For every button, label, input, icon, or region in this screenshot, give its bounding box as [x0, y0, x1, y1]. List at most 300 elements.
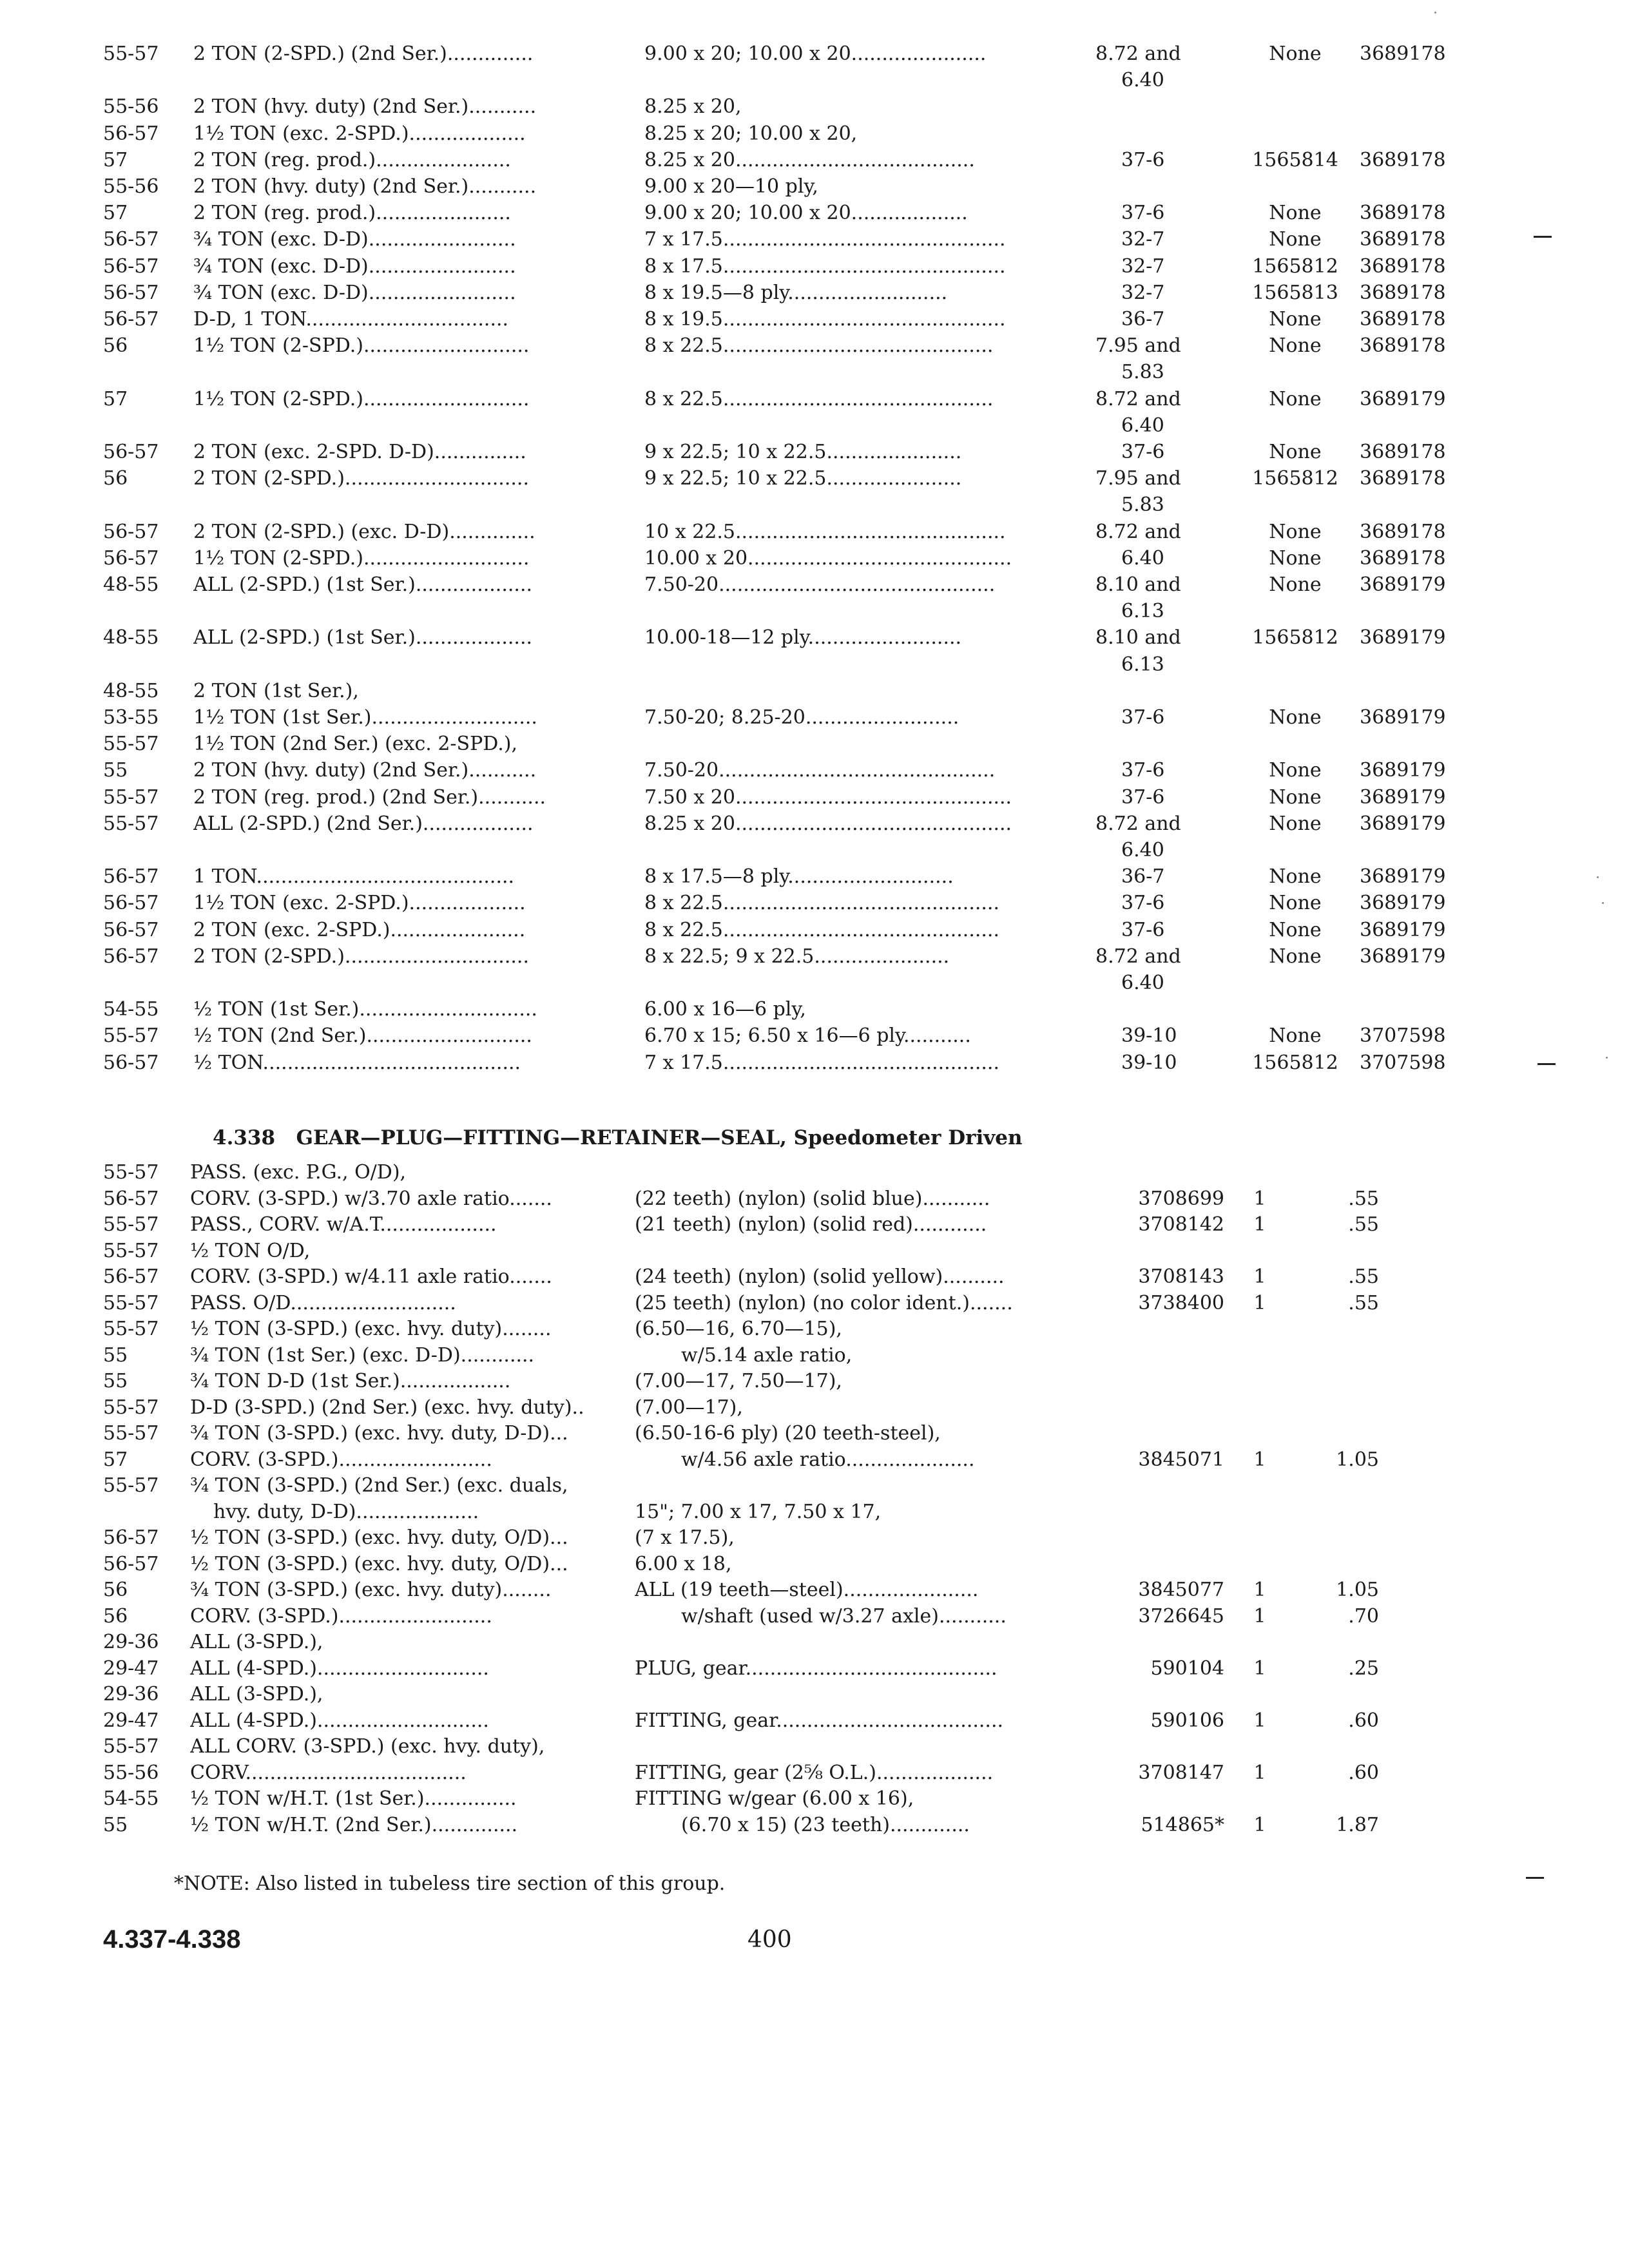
cell-ratio: 37-6	[1121, 202, 1165, 225]
cell-year: 55-57	[103, 733, 159, 756]
table-row	[0, 1577, 1629, 1603]
cell-model: ALL (2-SPD.) (1st Ser.)...................	[193, 626, 533, 649]
cell-model: ALL (2-SPD.) (1st Ser.)...................	[193, 573, 533, 596]
cell-p2: 3689178	[1360, 255, 1446, 278]
cell-p2: 3689179	[1360, 387, 1446, 410]
cell-ratio: 37-6	[1121, 441, 1165, 463]
cell-p1: 1565812	[1252, 255, 1338, 278]
cell-desc: (7.00—17),	[635, 1396, 743, 1419]
cell-tire: 8 x 22.5; 9 x 22.5......................	[644, 945, 950, 968]
cell-part: 3708699	[1138, 1187, 1224, 1210]
cell-model: 1½ TON (2nd Ser.) (exc. 2-SPD.),	[193, 733, 518, 756]
table-row	[0, 546, 1629, 572]
table-row	[0, 572, 1629, 598]
cell-price: .55	[1348, 1291, 1379, 1314]
cell-part: 3708142	[1138, 1213, 1224, 1236]
cell-model: 1½ TON (1st Ser.)...........................	[193, 706, 537, 729]
cell-model: 2 TON (1st Ser.),	[193, 679, 359, 702]
cell-part: 3708143	[1138, 1265, 1224, 1288]
cell-year: 55	[103, 759, 128, 782]
cell-model: ½ TON (2nd Ser.)...........................	[193, 1024, 532, 1048]
cell-qty: 1	[1253, 1813, 1266, 1836]
cell-p2: 3689179	[1360, 706, 1446, 729]
cell-p2: 3689178	[1360, 202, 1446, 225]
cell-desc: FITTING, gear (2⅝ O.L.)...................	[635, 1761, 994, 1784]
cell-p2: 3689178	[1360, 43, 1446, 65]
cell-ratio: 5.83	[1121, 494, 1164, 517]
cell-model: 2 TON (hvy. duty) (2nd Ser.)...........	[193, 759, 537, 782]
cell-year: 55-57	[103, 1161, 159, 1184]
cell-p2: 3707598	[1360, 1051, 1446, 1074]
cell-tire: 8 x 17.5—8 ply...........................	[644, 865, 954, 889]
table-row	[0, 811, 1629, 837]
cell-year: 29-47	[103, 1709, 159, 1732]
cell-tire: 9 x 22.5; 10 x 22.5......................	[644, 441, 962, 463]
cell-p1: None	[1269, 865, 1322, 889]
cell-p1: None	[1269, 387, 1322, 410]
cell-p2: 3689178	[1360, 281, 1446, 304]
cell-model: 2 TON (exc. 2-SPD. D-D)...............	[193, 441, 526, 463]
table-row	[0, 1238, 1629, 1264]
cell-p1: None	[1269, 334, 1322, 358]
cell-ratio: 32-7	[1121, 281, 1165, 304]
cell-ratio: 6.40	[1121, 546, 1164, 570]
cell-ratio: 39-10	[1121, 1024, 1177, 1048]
cell-ratio: 7.95 and	[1095, 467, 1181, 490]
cell-year: 55-57	[103, 1735, 159, 1758]
cell-model: CORV. (3-SPD.) w/4.11 axle ratio.......	[190, 1265, 552, 1288]
cell-model: ¾ TON (exc. D-D)........................	[193, 281, 516, 304]
cell-qty: 1	[1253, 1213, 1266, 1236]
cell-model: ¾ TON (exc. D-D)........................	[193, 255, 516, 278]
cell-tire: 8 x 22.5.............................................	[644, 918, 1000, 941]
cell-model: 1½ TON (2-SPD.)...........................	[193, 546, 530, 570]
cell-qty: 1	[1253, 1709, 1266, 1732]
table-row	[0, 705, 1629, 731]
table-row	[0, 997, 1629, 1023]
table-row	[0, 280, 1629, 306]
table-row	[0, 148, 1629, 173]
table-row	[0, 1395, 1629, 1421]
cell-ratio: 39-10	[1121, 1051, 1177, 1074]
cell-desc: w/4.56 axle ratio.....................	[681, 1448, 975, 1471]
cell-p2: 3689178	[1360, 467, 1446, 490]
cell-ratio: 8.72 and	[1095, 945, 1181, 968]
cell-year: 55-57	[103, 1318, 159, 1340]
cell-model: CORV. (3-SPD.) w/3.70 axle ratio.......	[190, 1187, 552, 1210]
table-row	[0, 1473, 1629, 1499]
cell-year: 57	[103, 148, 128, 171]
cell-p1: 1565814	[1252, 148, 1338, 171]
cell-model: PASS. O/D...........................	[190, 1291, 456, 1314]
cell-p1: None	[1269, 759, 1322, 782]
cell-price: 1.87	[1336, 1813, 1379, 1836]
cell-p2: 3707598	[1360, 1024, 1446, 1048]
scan-speck	[1602, 902, 1604, 904]
cell-tire: 10 x 22.5............................................	[644, 520, 1006, 543]
cell-qty: 1	[1253, 1657, 1266, 1680]
cell-model: 2 TON (2-SPD.)..............................	[193, 945, 529, 968]
cell-year: 56	[103, 334, 128, 358]
cell-ratio: 36-7	[1121, 308, 1165, 331]
table-row	[0, 1421, 1629, 1446]
cell-model: ½ TON (3-SPD.) (exc. hvy. duty)........	[190, 1318, 552, 1340]
table-row	[0, 1264, 1629, 1290]
table-row	[0, 1050, 1629, 1076]
cell-model: PASS., CORV. w/A.T...................	[190, 1213, 497, 1236]
cell-ratio: 37-6	[1121, 892, 1165, 915]
cell-price: 1.05	[1336, 1579, 1379, 1601]
cell-year: 56-57	[103, 865, 159, 889]
cell-model: CORV....................................	[190, 1761, 467, 1784]
cell-tire: 8.25 x 20.......................................	[644, 148, 975, 171]
cell-year: 54-55	[103, 998, 159, 1021]
cell-desc: (25 teeth) (nylon) (no color ident.).......	[635, 1291, 1013, 1314]
section-subtitle: Speedometer Driven	[793, 1126, 1023, 1149]
cell-ratio: 8.72 and	[1095, 43, 1181, 65]
cell-p2: 3689178	[1360, 441, 1446, 463]
cell-price: .60	[1348, 1761, 1379, 1784]
cell-desc: (7.00—17, 7.50—17),	[635, 1370, 842, 1392]
cell-part: 590104	[1150, 1657, 1224, 1680]
cell-tire: 9 x 22.5; 10 x 22.5......................	[644, 467, 962, 490]
cell-year: 55-57	[103, 1474, 159, 1497]
table-row	[0, 1656, 1629, 1682]
cell-part: 590106	[1150, 1709, 1224, 1732]
cell-desc: (24 teeth) (nylon) (solid yellow)..........	[635, 1265, 1005, 1288]
cell-tire: 8 x 17.5..............................................	[644, 255, 1006, 278]
cell-ratio: 6.13	[1121, 600, 1164, 623]
cell-ratio: 6.13	[1121, 653, 1164, 676]
cell-p2: 3689178	[1360, 520, 1446, 543]
scan-speck	[1597, 876, 1599, 878]
cell-tire: 8 x 22.5.............................................	[644, 892, 1000, 915]
cell-year: 55-56	[103, 175, 159, 198]
cell-ratio: 7.95 and	[1095, 334, 1181, 358]
table-row	[0, 1291, 1629, 1316]
cell-model: ¾ TON (3-SPD.) (exc. hvy. duty, D-D)...	[190, 1422, 568, 1445]
cell-price: .25	[1348, 1657, 1379, 1680]
cell-tire: 8.25 x 20; 10.00 x 20,	[644, 122, 858, 145]
table-row	[0, 94, 1629, 120]
cell-year: 56	[103, 1604, 128, 1628]
cell-year: 56-57	[103, 1051, 159, 1074]
cell-p1: None	[1269, 573, 1322, 596]
cell-model: D-D (3-SPD.) (2nd Ser.) (exc. hvy. duty)..	[190, 1396, 584, 1419]
cell-year: 53-55	[103, 706, 159, 729]
cell-p2: 3689179	[1360, 918, 1446, 941]
cell-year: 56-57	[103, 255, 159, 278]
table-row	[0, 1499, 1629, 1525]
cell-price: 1.05	[1336, 1448, 1379, 1471]
cell-year: 48-55	[103, 573, 159, 596]
cell-part: 3708147	[1138, 1761, 1224, 1784]
cell-ratio: 8.72 and	[1095, 520, 1181, 543]
cell-ratio: 5.83	[1121, 361, 1164, 384]
cell-year: 56-57	[103, 945, 159, 968]
cell-ratio: 8.72 and	[1095, 812, 1181, 835]
cell-year: 56-57	[103, 520, 159, 543]
cell-model: ¾ TON (1st Ser.) (exc. D-D)............	[190, 1343, 535, 1367]
margin-mark	[1537, 1063, 1556, 1065]
table-row	[0, 758, 1629, 783]
cell-p2: 3689178	[1360, 546, 1446, 570]
cell-model: ALL (3-SPD.),	[190, 1683, 323, 1706]
cell-year: 48-55	[103, 679, 159, 702]
cell-year: 56-57	[103, 892, 159, 915]
cell-year: 56-57	[103, 228, 159, 251]
table-row	[0, 1682, 1629, 1707]
cell-tire: 7 x 17.5.............................................	[644, 1051, 1000, 1074]
cell-model: 1 TON..........................................	[193, 865, 515, 889]
cell-price: .60	[1348, 1709, 1379, 1732]
cell-desc: FITTING w/gear (6.00 x 16),	[635, 1787, 914, 1810]
cell-year: 57	[103, 202, 128, 225]
cell-ratio: 6.40	[1121, 414, 1164, 437]
cell-year: 56	[103, 467, 128, 490]
cell-tire: 8 x 19.5..............................................	[644, 308, 1006, 331]
cell-p1: None	[1269, 520, 1322, 543]
cell-part: 3845077	[1138, 1579, 1224, 1601]
cell-model: ¾ TON (exc. D-D)........................	[193, 228, 516, 251]
cell-ratio: 37-6	[1121, 706, 1165, 729]
cell-desc: (6.50—16, 6.70—15),	[635, 1318, 842, 1340]
cell-qty: 1	[1253, 1291, 1266, 1314]
cell-ratio: 6.40	[1121, 69, 1164, 92]
section-range: 4.337-4.338	[103, 1925, 241, 1954]
table-row	[0, 1160, 1629, 1186]
table-row	[0, 1734, 1629, 1760]
scan-speck	[1434, 12, 1436, 14]
cell-model: 2 TON (reg. prod.)......................	[193, 202, 511, 225]
page-number: 400	[747, 1927, 792, 1953]
table-row	[0, 307, 1629, 332]
cell-model: hvy. duty, D-D)....................	[213, 1500, 479, 1523]
cell-p1: 1565813	[1252, 281, 1338, 304]
table-row	[0, 678, 1629, 704]
cell-p1: None	[1269, 228, 1322, 251]
cell-year: 57	[103, 1448, 128, 1471]
cell-model: 1½ TON (exc. 2-SPD.)...................	[193, 122, 526, 145]
cell-model: ½ TON..........................................	[193, 1051, 521, 1074]
cell-model: 2 TON (2-SPD.)..............................	[193, 467, 529, 490]
table-row	[0, 785, 1629, 811]
table-row	[0, 519, 1629, 545]
cell-year: 55	[103, 1813, 128, 1836]
cell-p1: None	[1269, 1024, 1322, 1048]
cell-p1: None	[1269, 785, 1322, 809]
cell-desc: (6.70 x 15) (23 teeth).............	[681, 1813, 970, 1836]
cell-model: ALL CORV. (3-SPD.) (exc. hvy. duty),	[190, 1735, 545, 1758]
cell-p2: 3689179	[1360, 812, 1446, 835]
cell-model: ¾ TON (3-SPD.) (exc. hvy. duty)........	[190, 1579, 552, 1601]
cell-tire: 10.00 x 20...........................................	[644, 546, 1012, 570]
cell-year: 56-57	[103, 546, 159, 570]
cell-desc: PLUG, gear.........................................	[635, 1657, 998, 1680]
cell-p2: 3689178	[1360, 148, 1446, 171]
cell-price: .55	[1348, 1213, 1379, 1236]
cell-desc: 6.00 x 18,	[635, 1552, 732, 1575]
cell-p1: None	[1269, 43, 1322, 65]
cell-ratio: 32-7	[1121, 228, 1165, 251]
cell-model: 1½ TON (exc. 2-SPD.)...................	[193, 892, 526, 915]
cell-year: 55-57	[103, 43, 159, 65]
cell-model: ¾ TON (3-SPD.) (2nd Ser.) (exc. duals,	[190, 1474, 568, 1497]
cell-model: ½ TON O/D,	[190, 1239, 311, 1262]
cell-model: 2 TON (2-SPD.) (2nd Ser.)..............	[193, 43, 534, 65]
table-row	[0, 1447, 1629, 1473]
cell-desc: (7 x 17.5),	[635, 1526, 735, 1549]
cell-qty: 1	[1253, 1448, 1266, 1471]
cell-tire: 9.00 x 20; 10.00 x 20...................	[644, 202, 968, 225]
cell-ratio: 8.72 and	[1095, 387, 1181, 410]
cell-ratio: 36-7	[1121, 865, 1165, 889]
table-row	[0, 413, 1629, 439]
cell-qty: 1	[1253, 1604, 1266, 1628]
cell-qty: 1	[1253, 1761, 1266, 1784]
cell-ratio: 37-6	[1121, 759, 1165, 782]
cell-ratio: 32-7	[1121, 255, 1165, 278]
table-row	[0, 838, 1629, 863]
table-row	[0, 1186, 1629, 1212]
cell-desc: (6.50-16-6 ply) (20 teeth-steel),	[635, 1422, 941, 1445]
table-row	[0, 599, 1629, 624]
cell-tire: 8 x 19.5—8 ply..........................	[644, 281, 948, 304]
margin-mark	[1534, 236, 1552, 238]
cell-tire: 7.50-20.............................................	[644, 759, 996, 782]
cell-model: ½ TON (3-SPD.) (exc. hvy. duty, O/D)...	[190, 1526, 568, 1549]
table-row	[0, 1369, 1629, 1394]
cell-p1: None	[1269, 441, 1322, 463]
table-row	[0, 1552, 1629, 1577]
margin-mark	[1526, 1877, 1544, 1879]
cell-tire: 7.50-20; 8.25-20.........................	[644, 706, 959, 729]
cell-p1: None	[1269, 202, 1322, 225]
cell-year: 55-57	[103, 1396, 159, 1419]
cell-tire: 10.00-18—12 ply.........................	[644, 626, 962, 649]
cell-model: 2 TON (exc. 2-SPD.)......................	[193, 918, 526, 941]
cell-part: 3726645	[1138, 1604, 1224, 1628]
table-row	[0, 1023, 1629, 1049]
cell-year: 55-57	[103, 1239, 159, 1262]
table-row	[0, 1604, 1629, 1629]
cell-year: 29-36	[103, 1683, 159, 1706]
cell-year: 56-57	[103, 1526, 159, 1549]
cell-p2: 3689179	[1360, 626, 1446, 649]
cell-year: 55	[103, 1370, 128, 1392]
cell-year: 55-57	[103, 1213, 159, 1236]
cell-desc: 15"; 7.00 x 17, 7.50 x 17,	[635, 1500, 882, 1523]
cell-tire: 7 x 17.5..............................................	[644, 228, 1006, 251]
cell-year: 48-55	[103, 626, 159, 649]
cell-desc: w/shaft (used w/3.27 axle)...........	[681, 1604, 1007, 1628]
cell-year: 56-57	[103, 441, 159, 463]
table-row	[0, 174, 1629, 200]
cell-model: PASS. (exc. P.G., O/D),	[190, 1161, 407, 1184]
cell-year: 55-57	[103, 812, 159, 835]
cell-tire: 9.00 x 20; 10.00 x 20......................	[644, 43, 987, 65]
cell-model: CORV. (3-SPD.).........................	[190, 1604, 492, 1628]
cell-p1: None	[1269, 945, 1322, 968]
cell-p2: 3689179	[1360, 945, 1446, 968]
cell-year: 56-57	[103, 918, 159, 941]
table-row	[0, 1525, 1629, 1551]
cell-qty: 1	[1253, 1579, 1266, 1601]
table-row	[0, 864, 1629, 890]
table-row	[0, 200, 1629, 226]
cell-model: 2 TON (hvy. duty) (2nd Ser.)...........	[193, 95, 537, 119]
cell-model: 2 TON (reg. prod.) (2nd Ser.)...........	[193, 785, 546, 809]
table-row	[0, 970, 1629, 996]
cell-year: 55-57	[103, 1291, 159, 1314]
table-row	[0, 1786, 1629, 1812]
cell-p1: 1565812	[1252, 1051, 1338, 1074]
cell-year: 56-57	[103, 308, 159, 331]
cell-tire: 6.70 x 15; 6.50 x 16—6 ply...........	[644, 1024, 971, 1048]
cell-year: 56-57	[103, 1265, 159, 1288]
cell-desc: (22 teeth) (nylon) (solid blue)...........	[635, 1187, 990, 1210]
cell-year: 55-57	[103, 1024, 159, 1048]
cell-desc: FITTING, gear.....................................	[635, 1709, 1004, 1732]
cell-model: 1½ TON (2-SPD.)...........................	[193, 387, 530, 410]
cell-model: ALL (4-SPD.)............................	[190, 1657, 489, 1680]
cell-year: 29-47	[103, 1657, 159, 1680]
cell-year: 55-56	[103, 1761, 159, 1784]
cell-p2: 3689179	[1360, 785, 1446, 809]
cell-tire: 8 x 22.5............................................	[644, 387, 994, 410]
cell-desc: ALL (19 teeth—steel)......................	[635, 1579, 979, 1601]
cell-year: 54-55	[103, 1787, 159, 1810]
cell-year: 57	[103, 387, 128, 410]
cell-p1: None	[1269, 706, 1322, 729]
cell-tire: 8 x 22.5............................................	[644, 334, 994, 358]
cell-year: 55-57	[103, 785, 159, 809]
cell-p1: None	[1269, 546, 1322, 570]
cell-p1: None	[1269, 308, 1322, 331]
cell-ratio: 8.10 and	[1095, 626, 1181, 649]
cell-model: ½ TON w/H.T. (2nd Ser.)..............	[190, 1813, 518, 1836]
cell-model: 2 TON (hvy. duty) (2nd Ser.)...........	[193, 175, 537, 198]
scan-speck	[1606, 1057, 1608, 1059]
table-row	[0, 1212, 1629, 1238]
cell-year: 55	[103, 1343, 128, 1367]
table-row	[0, 254, 1629, 280]
cell-ratio: 37-6	[1121, 148, 1165, 171]
cell-tire: 7.50-20.............................................	[644, 573, 996, 596]
table-row	[0, 625, 1629, 651]
cell-year: 56-57	[103, 1552, 159, 1575]
cell-p2: 3689178	[1360, 308, 1446, 331]
cell-p2: 3689178	[1360, 228, 1446, 251]
table-row	[0, 944, 1629, 970]
table-row	[0, 1812, 1629, 1838]
cell-p2: 3689179	[1360, 759, 1446, 782]
cell-model: 2 TON (reg. prod.)......................	[193, 148, 511, 171]
cell-model: ALL (2-SPD.) (2nd Ser.)..................	[193, 812, 534, 835]
table-row	[0, 387, 1629, 412]
cell-p1: 1565812	[1252, 626, 1338, 649]
cell-model: ½ TON (3-SPD.) (exc. hvy. duty, O/D)...	[190, 1552, 568, 1575]
table-row	[0, 360, 1629, 385]
cell-model: D-D, 1 TON.................................	[193, 308, 509, 331]
table-row	[0, 918, 1629, 943]
table-row	[0, 41, 1629, 67]
table-row	[0, 1629, 1629, 1655]
cell-year: 56-57	[103, 281, 159, 304]
cell-tire: 7.50 x 20.............................................	[644, 785, 1012, 809]
cell-part: 3845071	[1138, 1448, 1224, 1471]
cell-model: 1½ TON (2-SPD.)...........................	[193, 334, 530, 358]
